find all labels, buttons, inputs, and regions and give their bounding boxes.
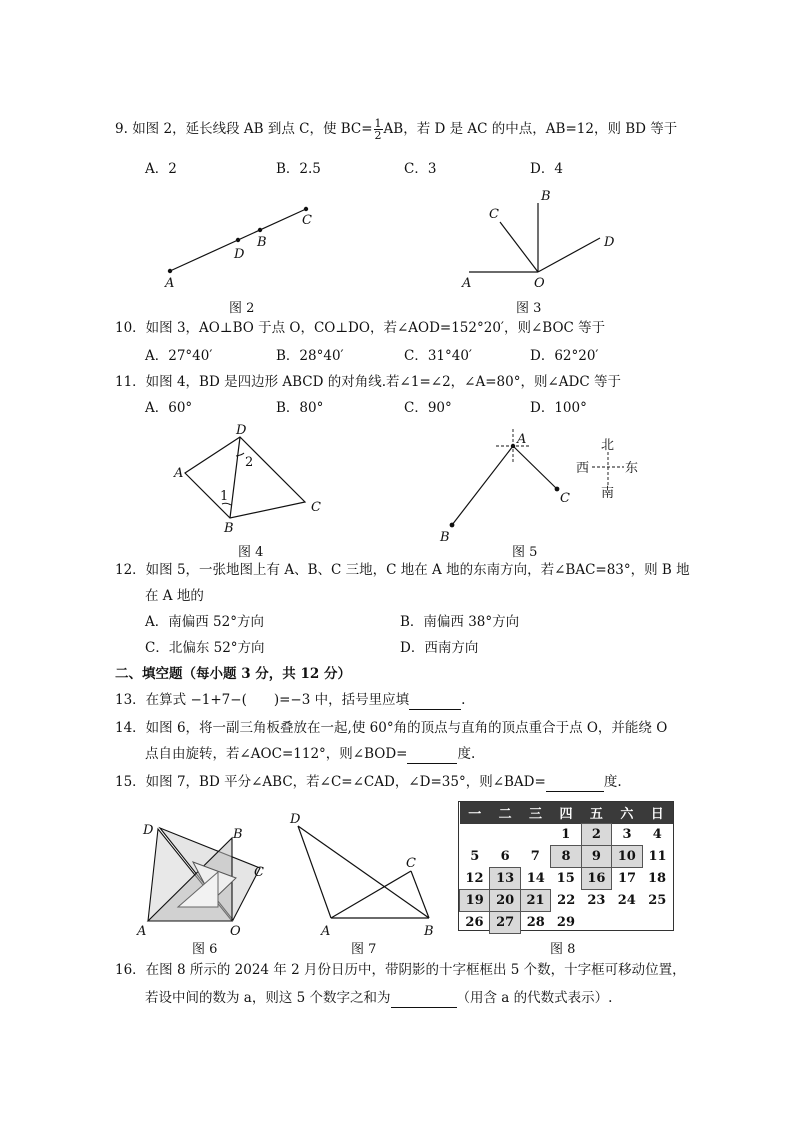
calendar-day-cell: 4	[652, 827, 662, 842]
svg-text:C: C	[489, 207, 499, 222]
q9-option-b: B．2.5	[276, 161, 321, 177]
question-15: 15．如图 7，BD 平分∠ABC，若∠C=∠CAD，∠D=35°，则∠BAD= 度.	[115, 774, 622, 790]
cal-header: 二	[490, 802, 520, 824]
q11-option-a: A．60°	[145, 400, 193, 416]
calendar-day-cell: 6	[500, 848, 510, 864]
caption-fig4: 图 4	[238, 545, 264, 560]
svg-text:B: B	[233, 827, 243, 842]
answer-blank-15[interactable]	[546, 777, 604, 792]
calendar-day-cell	[612, 912, 642, 934]
calendar-day-cell: 7	[530, 849, 540, 864]
cal-header: 日	[642, 802, 672, 824]
caption-fig8: 图 8	[550, 942, 576, 957]
figure-4	[173, 423, 321, 536]
q10-option-b: B．28°40′	[276, 348, 344, 364]
figure-3	[461, 189, 615, 291]
q11-option-b: B．80°	[276, 400, 324, 416]
question-9: 9. 如图 2，延长线段 AB 到点 C，使 BC= $\frac{1}{2}$ AB，若 D 是 AC 的中点，AB=12，则 BD 等于	[115, 117, 678, 142]
question-12-line-1: 12．如图 5，一张地图上有 A、B、C 三地，C 地在 A 地的东南方向，若∠BAC=83°，则 B 地	[115, 562, 690, 578]
svg-text:B: B	[541, 189, 551, 204]
svg-text:O: O	[534, 276, 545, 291]
calendar-day-cell	[581, 912, 611, 934]
calendar-week-row	[460, 846, 673, 868]
q12-option-b: B．南偏西 38°方向	[400, 614, 520, 630]
calendar-day-cell: 8	[551, 846, 581, 868]
svg-text:C: C	[406, 856, 416, 871]
svg-text:A: A	[517, 432, 527, 447]
svg-text:B: B	[440, 530, 450, 545]
calendar-day-cell: 19	[460, 890, 490, 912]
q9-option-d: D．4	[530, 161, 563, 177]
svg-text:A: A	[321, 924, 331, 939]
label-a: A	[165, 276, 175, 291]
calendar-day-cell	[520, 824, 550, 846]
calendar-day-cell: 28	[526, 915, 545, 931]
point-b	[258, 228, 262, 232]
answer-blank-13[interactable]	[409, 695, 461, 710]
fraction-one-half: $\frac{1}{2}$	[374, 117, 382, 142]
calendar-day-cell	[460, 824, 490, 846]
calendar-day-cell: 10	[612, 846, 642, 868]
calendar-day-cell: 20	[490, 890, 520, 912]
calendar-week-row	[460, 890, 673, 912]
calendar-day-cell: 5	[470, 849, 480, 864]
calendar-day-cell	[642, 912, 672, 934]
svg-text:A: A	[462, 276, 472, 291]
svg-text:A: A	[174, 466, 184, 481]
q12-option-a: A．南偏西 52°方向	[145, 614, 264, 630]
svg-text:D: D	[236, 423, 247, 438]
figure-5	[439, 429, 638, 545]
svg-text:D: D	[290, 812, 301, 827]
label-d: D	[234, 247, 245, 262]
calendar-day-cell: 16	[581, 868, 611, 890]
q10-option-c: C．31°40′	[404, 348, 473, 364]
calendar-day-cell: 25	[648, 893, 667, 908]
question-14-line-1: 14．如图 6，将一副三角板叠放在一起,使 60°角的顶点与直角的顶点重合于点 O，并能绕 O	[115, 720, 668, 736]
calendar-day-cell	[490, 824, 520, 846]
calendar-day-cell: 27	[490, 912, 520, 934]
cal-header: 一	[460, 802, 490, 824]
question-13: 13．在算式 −1+7−( )=−3 中，括号里应填 .	[115, 692, 466, 708]
calendar-day-cell: 17	[618, 871, 637, 887]
question-16-line-1: 16．在图 8 所示的 2024 年 2 月份日历中，带阴影的十字框框出 5 个数，十字框可移动位置，	[115, 962, 686, 978]
question-12-line-2: 在 A 地的	[145, 588, 204, 604]
calendar-week-row	[460, 912, 673, 934]
svg-text:C: C	[311, 500, 321, 515]
figure-6	[136, 823, 264, 939]
caption-fig5: 图 5	[512, 545, 538, 560]
q10-option-a: A．27°40′	[145, 348, 213, 364]
caption-fig6: 图 6	[192, 942, 218, 957]
cal-header: 四	[551, 802, 581, 824]
calendar-day-cell: 1	[561, 826, 571, 842]
question-16-line-2: 若设中间的数为 a，则这 5 个数字之和为 （用含 a 的代数式表示）.	[145, 990, 613, 1006]
calendar-day-cell: 26	[465, 915, 484, 931]
calendar-week-row	[460, 868, 673, 890]
calendar-day-cell: 11	[648, 849, 667, 864]
calendar-day-cell: 22	[557, 893, 576, 908]
question-10: 10．如图 3，AO⊥BO 于点 O，CO⊥DO，若∠AOD=152°20′，则∠BOC 等于	[115, 320, 606, 336]
cal-header: 五	[581, 802, 611, 824]
caption-fig2: 图 2	[229, 301, 255, 316]
q12-option-c: C．北偏东 52°方向	[145, 640, 265, 656]
svg-text:A: A	[137, 924, 147, 939]
calendar-day-cell: 29	[556, 915, 576, 930]
svg-text:D: D	[604, 235, 615, 250]
caption-fig3: 图 3	[516, 301, 542, 316]
calendar-day-cell: 12	[465, 870, 484, 886]
point-d	[236, 238, 240, 242]
calendar-week-row	[460, 824, 673, 846]
calendar-day-cell: 15	[556, 871, 575, 887]
svg-text:O: O	[230, 924, 241, 939]
svg-text:C: C	[560, 491, 570, 506]
svg-text:1: 1	[220, 489, 229, 504]
calendar-day-cell: 21	[520, 890, 550, 912]
compass-south: 南	[601, 486, 615, 501]
figure-8-calendar	[458, 801, 674, 931]
point-c	[304, 207, 308, 211]
q9-option-c: C．3	[404, 161, 437, 177]
answer-blank-14[interactable]	[407, 749, 457, 764]
section-title-fill-in: 二、填空题（每小题 3 分，共 12 分）	[115, 666, 351, 682]
compass-west: 西	[576, 461, 590, 476]
point-a	[168, 269, 172, 273]
compass-north: 北	[601, 438, 615, 453]
label-b: B	[257, 235, 267, 250]
cal-header: 三	[520, 802, 550, 824]
figure-7	[289, 812, 434, 939]
compass-east: 东	[625, 461, 639, 476]
calendar-day-cell: 2	[581, 824, 611, 846]
answer-blank-16[interactable]	[391, 993, 457, 1008]
q11-option-c: C．90°	[404, 400, 452, 416]
calendar-day-cell: 9	[581, 846, 611, 868]
label-c: C	[302, 213, 312, 228]
calendar-day-cell: 3	[622, 826, 632, 842]
calendar-day-cell: 13	[490, 868, 520, 890]
q12-option-d: D．西南方向	[400, 640, 479, 656]
svg-text:C: C	[254, 865, 264, 880]
q9-option-a: A．2	[145, 161, 177, 177]
question-14-line-2: 点自由旋转，若∠AOC=112°，则∠BOD= 度.	[145, 746, 476, 762]
svg-text:2: 2	[245, 455, 254, 470]
q10-option-d: D．62°20′	[530, 348, 599, 364]
q11-option-d: D．100°	[530, 400, 587, 416]
svg-text:B: B	[424, 924, 434, 939]
question-11: 11．如图 4，BD 是四边形 ABCD 的对角线.若∠1=∠2，∠A=80°，则∠ADC 等于	[115, 374, 621, 390]
calendar-day-cell: 24	[617, 893, 636, 908]
cal-header: 六	[612, 802, 642, 824]
svg-text:B: B	[224, 521, 234, 536]
calendar-day-cell: 18	[647, 871, 667, 886]
caption-fig7: 图 7	[351, 942, 377, 957]
svg-text:D: D	[143, 823, 154, 838]
calendar-day-cell: 23	[587, 893, 606, 909]
calendar-day-cell: 14	[526, 870, 545, 886]
